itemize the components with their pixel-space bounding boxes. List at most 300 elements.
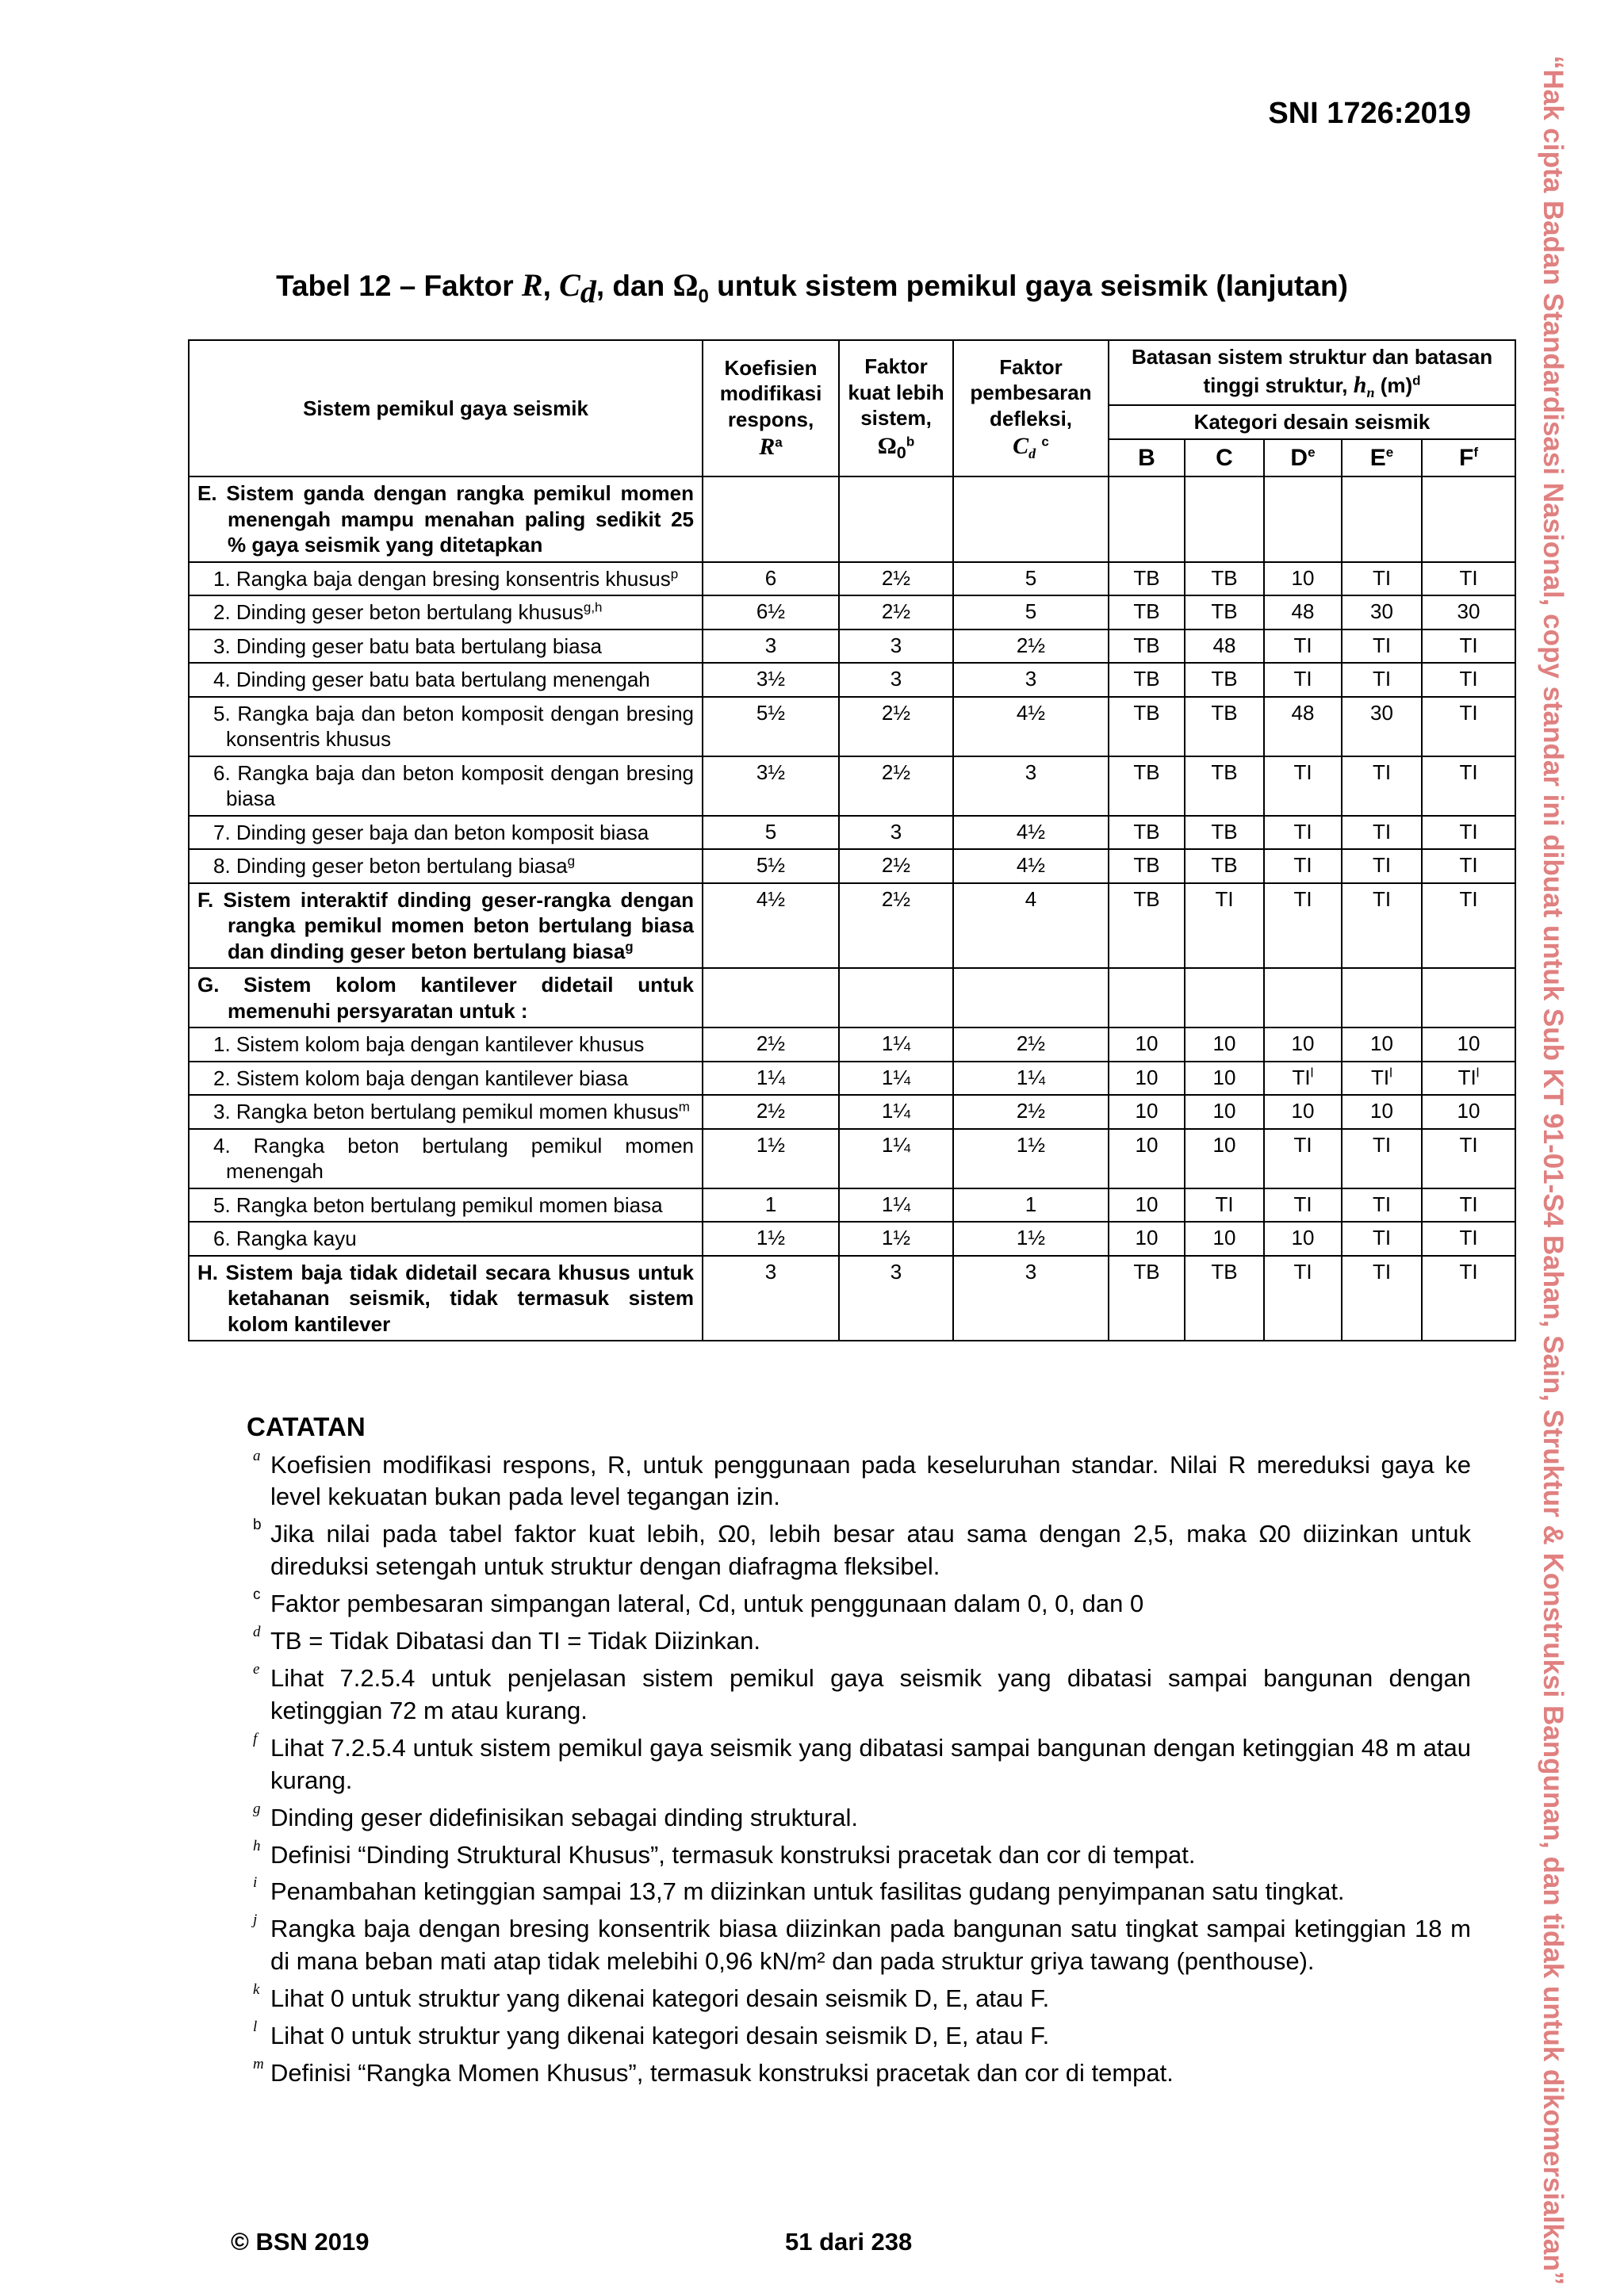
cell-value: TI — [1215, 1192, 1234, 1216]
note-text: Definisi “Dinding Struktural Khusus”, termasuk konstruksi pracetak dan cor di tempat. — [270, 1840, 1196, 1869]
table-cell — [839, 629, 953, 664]
table-cell — [1264, 816, 1342, 850]
header-faktor-kuat — [839, 340, 953, 476]
table-row — [189, 663, 1515, 697]
note-marker: l — [253, 2019, 258, 2036]
system-label — [189, 756, 703, 816]
cell-value: 1½ — [1016, 1226, 1046, 1250]
table-cell — [1422, 562, 1515, 596]
table-cell — [1264, 883, 1342, 969]
cell-value: TI — [1293, 760, 1312, 784]
table-cell — [1109, 1222, 1185, 1256]
table-cell — [1342, 1027, 1422, 1062]
table-cell — [1422, 1095, 1515, 1129]
cell-value: 1¼ — [881, 1099, 911, 1123]
system-label — [189, 849, 703, 883]
table-cell — [1109, 595, 1185, 629]
system-label — [189, 1129, 703, 1188]
empty-cell — [1422, 968, 1515, 1027]
note-item — [250, 1732, 1471, 1797]
cell-value: 5½ — [756, 853, 786, 878]
cell-value: 10 — [1291, 565, 1315, 590]
table-cell — [1109, 697, 1185, 756]
table-cell — [839, 756, 953, 816]
cell-value: TI — [1293, 1132, 1312, 1157]
cell-value: 5 — [1025, 565, 1037, 590]
note-item — [250, 1625, 1471, 1658]
note-marker: k — [253, 1981, 260, 1999]
table-row — [189, 883, 1515, 969]
header-cat-e — [1342, 439, 1422, 477]
cell-value: 2½ — [756, 1099, 786, 1123]
symbol-r: R — [759, 434, 776, 461]
system-label — [189, 629, 703, 664]
cell-value: 2½ — [881, 565, 911, 590]
notes-title: CATATAN — [247, 1412, 366, 1441]
table-cell — [839, 697, 953, 756]
table-cell — [839, 1188, 953, 1223]
cell-value: 3 — [1025, 760, 1037, 784]
cell-value: 2½ — [756, 1031, 786, 1056]
cell-value: TB — [1133, 853, 1160, 878]
header-faktor-pembesaran-label: Faktor pembesaran defleksi, — [970, 354, 1092, 430]
table-cell — [1264, 1188, 1342, 1223]
table-cell — [1185, 562, 1264, 596]
table-cell — [953, 816, 1109, 850]
table-cell — [1342, 1256, 1422, 1341]
system-label-text: 6. Rangka kayu — [213, 1226, 357, 1251]
table-cell — [953, 849, 1109, 883]
note-item — [250, 1660, 1471, 1728]
system-label — [189, 1188, 703, 1223]
table-cell — [953, 1062, 1109, 1096]
table-row — [189, 1027, 1515, 1062]
table-cell — [953, 663, 1109, 697]
table-cell — [1342, 1129, 1422, 1188]
cell-value: TB — [1133, 700, 1160, 725]
table-cell — [703, 849, 839, 883]
cell-value: TI — [1293, 667, 1312, 691]
copyright-watermark: “Hak cipta Badan Standardisasi Nasional, copy standar ini dibuat untuk Sub KT 91-01-S4 Bahan, Sain, Struktur & Konstruksi Bangunan, dan tidak untuk dikomersialkan” — [1538, 55, 1568, 2286]
table-cell — [703, 883, 839, 969]
table-cell — [1342, 595, 1422, 629]
note-text: Faktor pembesaran simpangan lateral, Cd, untuk penggunaan dalam 0, 0, dan 0 — [270, 1590, 1144, 1618]
note-item — [250, 1876, 1471, 1908]
cell-value: TI — [1457, 1065, 1477, 1089]
table-cell — [1264, 1256, 1342, 1341]
cell-value: 10 — [1291, 1226, 1315, 1250]
cell-value: TI — [1459, 1132, 1478, 1157]
footnote-ref: l — [1476, 1065, 1480, 1081]
cell-value: 3½ — [756, 760, 786, 784]
table-row — [189, 1188, 1515, 1223]
table-cell — [1422, 883, 1515, 969]
cell-value: 2½ — [881, 760, 911, 784]
table-cell — [1185, 697, 1264, 756]
cell-value: 1¼ — [881, 1031, 911, 1056]
footer-copyright: © BSN 2019 — [231, 2228, 370, 2256]
cell-value: 3 — [890, 633, 902, 657]
cell-value: 10 — [1212, 1099, 1236, 1123]
system-label-text: H. Sistem baja tidak didetail secara khusus untuk ketahanan seismik, tidak termasuk sistem kolom kantilever — [197, 1260, 694, 1336]
header-koefisien-label: Koefisien modifikasi respons, — [719, 355, 822, 431]
caption-symbol-omega-sub: 0 — [698, 285, 709, 308]
table-cell — [1422, 756, 1515, 816]
cell-value: 1½ — [756, 1226, 786, 1250]
table-cell — [839, 595, 953, 629]
table-cell — [703, 562, 839, 596]
caption-symbol-cd: C — [559, 267, 580, 303]
table-cell — [1185, 1027, 1264, 1062]
table-cell — [1422, 629, 1515, 664]
table-cell — [839, 1129, 953, 1188]
note-marker: e — [253, 1660, 260, 1678]
cell-value: 3 — [1025, 667, 1037, 691]
system-label-text: 1. Sistem kolom baja dengan kantilever khusus — [213, 1032, 645, 1057]
footnote-ref: p — [670, 566, 679, 582]
footnote-ref: a — [775, 434, 783, 450]
table-row — [189, 816, 1515, 850]
cell-value: TI — [1293, 886, 1312, 911]
note-marker: m — [253, 2055, 264, 2072]
table-cell — [1185, 1188, 1264, 1223]
cell-value: 1¼ — [756, 1065, 786, 1089]
note-marker: i — [253, 1874, 258, 1892]
table-cell — [1342, 663, 1422, 697]
system-label-text: G. Sistem kolom kantilever didetail untuk memenuhi persyaratan untuk : — [197, 973, 694, 1023]
table-cell — [703, 816, 839, 850]
table-cell — [1342, 816, 1422, 850]
section-row-e — [189, 476, 1515, 562]
footnote-ref: e — [1308, 444, 1316, 460]
empty-cell — [953, 968, 1109, 1027]
cell-value: 2½ — [1016, 633, 1046, 657]
table-cell — [1109, 663, 1185, 697]
header-batasan — [1109, 340, 1515, 405]
cell-value: 3 — [764, 1259, 777, 1284]
note-marker: b — [253, 1517, 262, 1534]
cell-value: 4½ — [756, 886, 786, 911]
cell-value: TI — [1293, 633, 1312, 657]
cell-value: 1½ — [1016, 1132, 1046, 1157]
header-batasan-label: Batasan sistem struktur dan batasan tinggi struktur, — [1131, 345, 1493, 397]
cell-value: 48 — [1291, 599, 1315, 624]
table-cell — [1185, 1095, 1264, 1129]
section-e-label — [189, 476, 703, 562]
symbol-cd-sub: d — [1028, 446, 1036, 462]
table-cell — [703, 1256, 839, 1341]
table-cell — [703, 1188, 839, 1223]
table-cell — [839, 849, 953, 883]
note-item — [250, 2057, 1471, 2090]
table-cell — [1422, 1188, 1515, 1223]
cell-value: TB — [1133, 760, 1160, 784]
table-row — [189, 849, 1515, 883]
caption-sep: , — [542, 270, 560, 302]
unit: (m) — [1380, 373, 1413, 397]
table-cell — [703, 629, 839, 664]
table-cell — [1109, 1062, 1185, 1096]
header-cat-b: B — [1109, 439, 1185, 477]
table-cell — [1264, 1222, 1342, 1256]
note-text: Koefisien modifikasi respons, R, untuk penggunaan pada keseluruhan standar. Nilai R mereduksi gaya ke level kekuatan bukan pada level tegangan izin. — [270, 1450, 1471, 1511]
table-row — [189, 595, 1515, 629]
cell-value: TB — [1211, 819, 1238, 844]
table-cell — [839, 883, 953, 969]
table-cell — [953, 697, 1109, 756]
cell-value: 3 — [764, 633, 777, 657]
footnote-ref: g — [625, 939, 634, 955]
note-marker: g — [253, 1800, 261, 1817]
cell-value: TI — [1459, 1226, 1478, 1250]
cell-value: 6 — [764, 565, 777, 590]
table-cell — [953, 562, 1109, 596]
note-text: Lihat 0 untuk struktur yang dikenai kategori desain seismik D, E, atau F. — [270, 2022, 1050, 2050]
system-label — [189, 663, 703, 697]
note-item — [250, 2020, 1471, 2053]
note-item — [250, 1449, 1471, 1514]
notes-section — [247, 1410, 1471, 2090]
table-cell — [953, 595, 1109, 629]
empty-cell — [703, 968, 839, 1027]
table-cell — [953, 1129, 1109, 1188]
system-label-text: 8. Dinding geser beton bertulang biasa$^g$ — [213, 853, 576, 878]
footnote-ref: l — [1389, 1065, 1392, 1081]
cell-value: TI — [1459, 886, 1478, 911]
table-cell — [1422, 1027, 1515, 1062]
cell-value: 10 — [1135, 1099, 1159, 1123]
cell-value: TI — [1293, 853, 1312, 878]
table-cell — [1342, 756, 1422, 816]
table-cell — [1185, 663, 1264, 697]
system-label-text: 4. Rangka beton bertulang pemikul momen menengah — [213, 1133, 694, 1184]
table-cell — [1342, 629, 1422, 664]
empty-cell — [1185, 968, 1264, 1027]
table-cell — [1342, 562, 1422, 596]
cell-value: 3 — [890, 819, 902, 844]
cell-value: 4½ — [1016, 853, 1046, 878]
cell-value: 2½ — [881, 599, 911, 624]
table-cell — [1185, 1062, 1264, 1096]
cell-value: 10 — [1135, 1192, 1159, 1216]
table-cell — [839, 816, 953, 850]
table-cell — [953, 1222, 1109, 1256]
cell-value: 10 — [1135, 1031, 1159, 1056]
table-cell — [953, 883, 1109, 969]
cell-value: 2½ — [881, 700, 911, 725]
system-label — [189, 595, 703, 629]
note-text: TB = Tidak Dibatasi dan TI = Tidak Diizinkan. — [270, 1627, 761, 1655]
caption-prefix: Tabel 12 – Faktor — [276, 270, 522, 302]
cell-value: TB — [1211, 1259, 1238, 1284]
table-cell — [1109, 629, 1185, 664]
cell-value: TI — [1459, 819, 1478, 844]
table-cell — [1185, 1129, 1264, 1188]
cell-value: 10 — [1212, 1132, 1236, 1157]
cell-value: 10 — [1457, 1031, 1480, 1056]
system-label-text: 6. Rangka baja dan beton komposit dengan bresing biasa — [213, 760, 694, 811]
cell-value: 10 — [1291, 1099, 1315, 1123]
cell-value: 1¼ — [881, 1192, 911, 1216]
footer-page-number: 51 dari 238 — [785, 2228, 913, 2256]
table-cell — [1264, 595, 1342, 629]
cell-value: TI — [1459, 667, 1478, 691]
seismic-factor-table — [188, 339, 1516, 1341]
table-cell — [953, 1188, 1109, 1223]
table-cell — [703, 756, 839, 816]
cell-value: 2½ — [881, 886, 911, 911]
table-cell — [839, 562, 953, 596]
cell-value: 10 — [1135, 1065, 1159, 1089]
cell-value: 3 — [1025, 1259, 1037, 1284]
system-label-text: 2. Sistem kolom baja dengan kantilever biasa — [213, 1066, 629, 1090]
caption-suffix: untuk sistem pemikul gaya seismik (lanjutan) — [708, 270, 1348, 302]
table-cell — [839, 1027, 953, 1062]
cell-value: TI — [1372, 886, 1392, 911]
empty-cell — [1264, 968, 1342, 1027]
table-cell — [1342, 1222, 1422, 1256]
table-cell — [1342, 1188, 1422, 1223]
symbol-omega: Ω — [877, 432, 897, 459]
header-koefisien — [703, 340, 839, 476]
cell-value: 10 — [1291, 1031, 1315, 1056]
header-cat-d — [1264, 439, 1342, 477]
cell-value: 30 — [1457, 599, 1480, 624]
table-cell — [953, 629, 1109, 664]
table-cell — [1264, 1027, 1342, 1062]
table-cell — [839, 663, 953, 697]
note-marker: f — [253, 1730, 258, 1747]
section-row-g — [189, 968, 1515, 1027]
cat-f-label: F — [1459, 444, 1474, 471]
cell-value: TI — [1215, 886, 1234, 911]
table-cell — [1422, 697, 1515, 756]
symbol-omega-sub: 0 — [896, 442, 906, 462]
table-cell — [839, 1062, 953, 1096]
system-label — [189, 816, 703, 850]
table-cell — [1185, 595, 1264, 629]
cell-value: TB — [1211, 599, 1238, 624]
table-cell — [1185, 1256, 1264, 1341]
cell-value: TB — [1133, 599, 1160, 624]
cell-value: 1 — [1025, 1192, 1037, 1216]
note-item — [250, 1913, 1471, 1978]
header-faktor-kuat-label: Faktor kuat lebih sistem, — [848, 354, 944, 430]
table-cell — [1109, 562, 1185, 596]
footnote-ref: f — [1473, 444, 1479, 460]
system-label-text: 3. Dinding geser batu bata bertulang biasa — [213, 633, 603, 658]
cell-value: TB — [1133, 667, 1160, 691]
table-cell — [703, 1095, 839, 1129]
table-cell — [1342, 1095, 1422, 1129]
cat-d-label: D — [1290, 444, 1308, 471]
cell-value: 30 — [1370, 700, 1393, 725]
cell-value: 48 — [1212, 633, 1236, 657]
note-marker: j — [253, 1911, 258, 1929]
cell-value: 48 — [1291, 700, 1315, 725]
table-cell — [953, 756, 1109, 816]
header-faktor-pembesaran — [953, 340, 1109, 476]
symbol-hn: h — [1353, 371, 1367, 398]
empty-cell — [1109, 968, 1185, 1027]
cell-value: 1¼ — [881, 1132, 911, 1157]
cell-value: 10 — [1212, 1226, 1236, 1250]
note-text: Lihat 7.2.5.4 untuk sistem pemikul gaya seismik yang dibatasi sampai bangunan dengan ketinggian 48 m atau kurang. — [270, 1733, 1471, 1794]
footnote-ref: l — [1310, 1065, 1314, 1081]
cell-value: 5½ — [756, 700, 786, 725]
cell-value: 4 — [1025, 886, 1037, 911]
section-e-text: E. Sistem ganda dengan rangka pemikul momen menengah mampu menahan paling sedikit 25 % gaya seismik yang ditetapkan — [197, 481, 694, 557]
table-cell — [703, 663, 839, 697]
table-row — [189, 1062, 1515, 1096]
document-code: SNI 1726:2019 — [1268, 97, 1471, 130]
table-cell — [703, 1129, 839, 1188]
table-cell — [1264, 1129, 1342, 1188]
note-text: Lihat 0 untuk struktur yang dikenai kategori desain seismik D, E, atau F. — [270, 1984, 1050, 2013]
table-cell — [1422, 595, 1515, 629]
cell-value: TI — [1459, 700, 1478, 725]
system-label-text: 4. Dinding geser batu bata bertulang menengah — [213, 668, 650, 692]
cell-value: TB — [1133, 886, 1160, 911]
cell-value: 10 — [1135, 1226, 1159, 1250]
table-cell — [1109, 1256, 1185, 1341]
cell-value: 10 — [1370, 1031, 1393, 1056]
cell-value: 1¼ — [881, 1065, 911, 1089]
table-cell — [1264, 756, 1342, 816]
cell-value: 10 — [1212, 1065, 1236, 1089]
note-text: Rangka baja dengan bresing konsentrik biasa diizinkan pada bangunan satu tingkat sampai ketinggian 18 m di mana beban mati atap tidak melebihi 0,96 kN/m² dan pada struktur griya tawang (penthouse). — [270, 1915, 1471, 1976]
footnote-ref: e — [1385, 444, 1394, 460]
table-row — [189, 1129, 1515, 1188]
table-cell — [1422, 1129, 1515, 1188]
table-cell — [1264, 562, 1342, 596]
footnote-ref: m — [678, 1099, 690, 1115]
system-label — [189, 968, 703, 1027]
table-cell — [1422, 663, 1515, 697]
table-row — [189, 756, 1515, 816]
table-cell — [1185, 849, 1264, 883]
note-text: Dinding geser didefinisikan sebagai dinding struktural. — [270, 1803, 859, 1831]
cell-value: 2½ — [881, 853, 911, 878]
cell-value: 10 — [1135, 1132, 1159, 1157]
caption-symbol-r: R — [521, 267, 543, 303]
cell-value: TI — [1372, 1259, 1392, 1284]
cell-value: TB — [1211, 760, 1238, 784]
table-cell — [1264, 1095, 1342, 1129]
cell-value: 4½ — [1016, 700, 1046, 725]
system-label-text: 7. Dinding geser baja dan beton komposit biasa — [213, 820, 649, 844]
cell-value: 6½ — [756, 599, 786, 624]
table-cell — [703, 1062, 839, 1096]
note-item — [250, 1983, 1471, 2015]
table-cell — [839, 1222, 953, 1256]
cell-value: 1½ — [881, 1226, 911, 1250]
footnote-ref: b — [906, 434, 915, 450]
table-cell — [703, 1222, 839, 1256]
cell-value: 10 — [1457, 1099, 1480, 1123]
caption-symbol-cd-sub: d — [580, 274, 596, 310]
table-cell — [1264, 663, 1342, 697]
note-text: Jika nilai pada tabel faktor kuat lebih, Ω0, lebih besar atau sama dengan 2,5, maka Ω0 diizinkan untuk direduksi setengah untuk struktur dengan diafragma fleksibel. — [270, 1520, 1471, 1581]
cell-value: 30 — [1370, 599, 1393, 624]
cell-value: 1 — [764, 1192, 777, 1216]
table-cell — [1109, 1129, 1185, 1188]
cell-value: TI — [1372, 633, 1392, 657]
system-label-text: 1. Rangka baja dengan bresing konsentris khusus$^p$ — [213, 566, 679, 591]
footnote-ref: c — [1041, 434, 1049, 450]
table-cell — [1264, 629, 1342, 664]
system-label-text: 5. Rangka beton bertulang pemikul momen biasa — [213, 1192, 663, 1217]
